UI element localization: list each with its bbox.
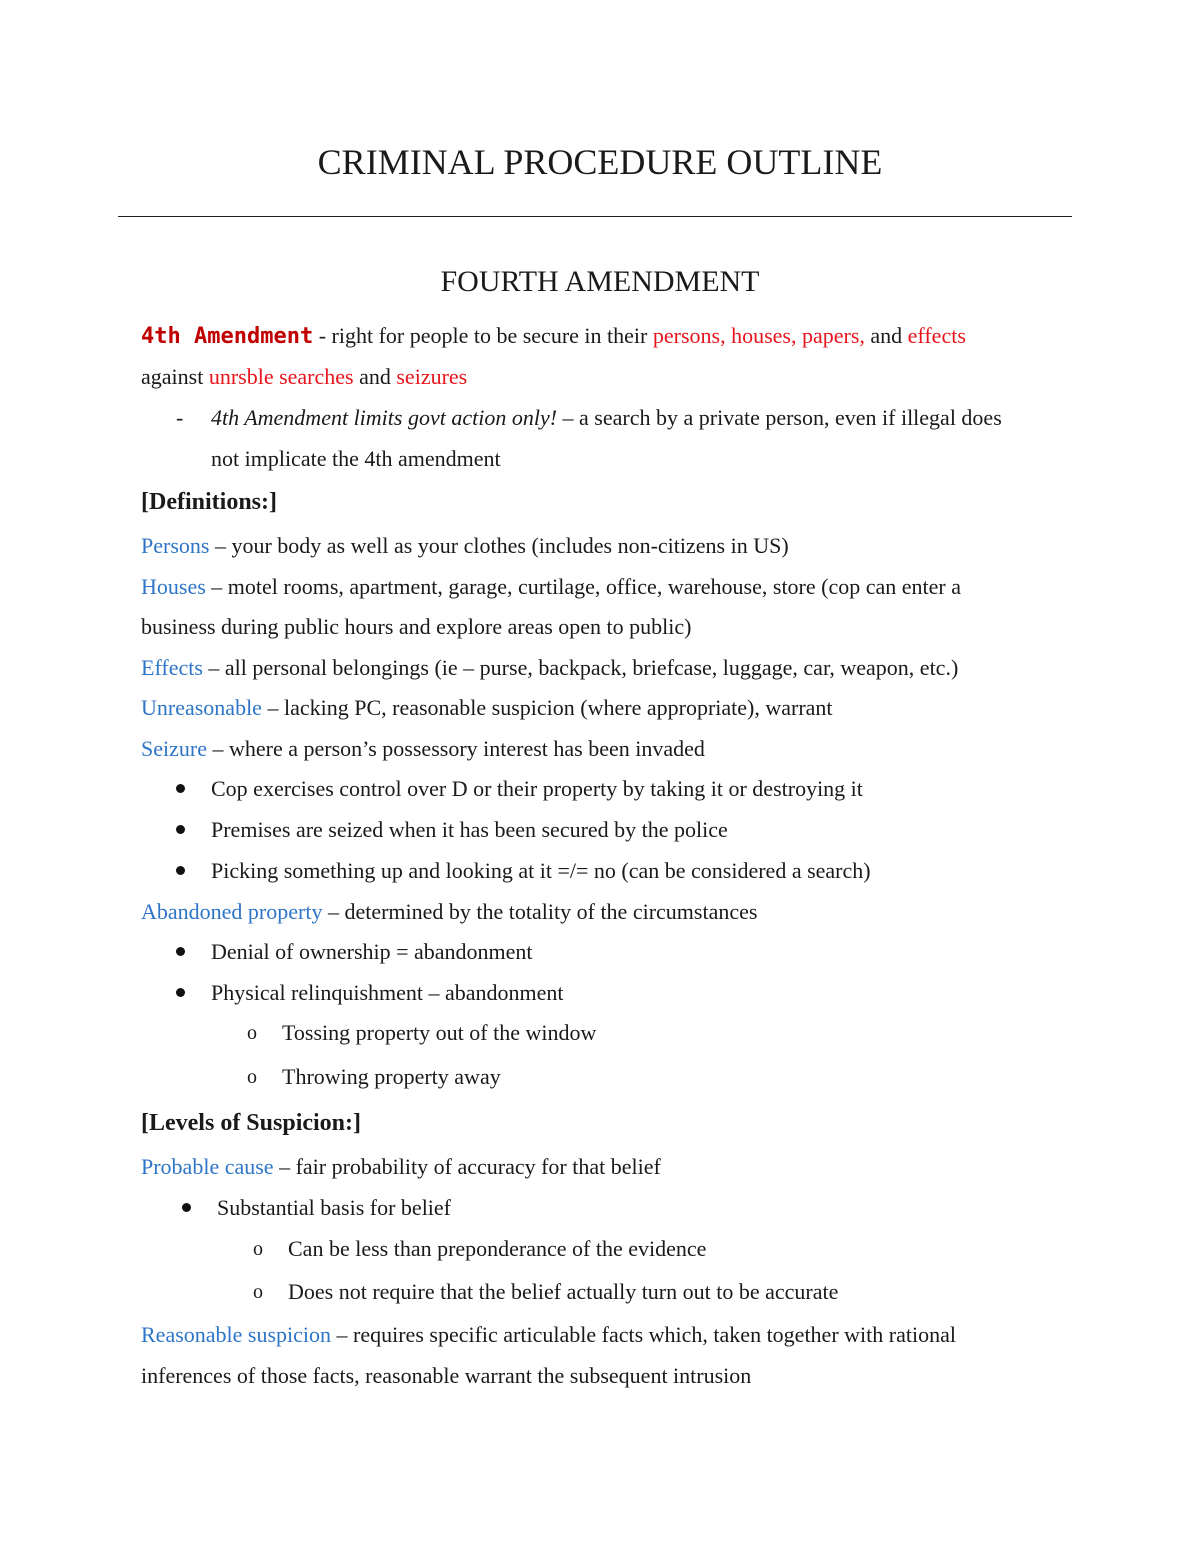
bullet-dot: [182, 1203, 191, 1212]
def-reasonable-suspicion-text: – requires specific articulable facts which, taken together with rational: [331, 1322, 956, 1347]
sub-bullet-marker: o: [247, 1066, 257, 1088]
amendment-label: 4th Amendment: [141, 324, 314, 349]
intro-text-1: - right for people to be secure in their: [313, 323, 653, 348]
intro-note: [211, 403, 1002, 433]
abandoned-sub-bullet: Tossing property out of the window: [282, 1020, 597, 1045]
intro-note-italic: 4th Amendment limits govt action only!: [211, 405, 558, 430]
def-abandoned: [141, 897, 757, 927]
term-reasonable-suspicion: Reasonable suspicion: [141, 1322, 332, 1347]
abandoned-bullet: Physical relinquishment – abandonment: [211, 980, 564, 1005]
term-houses: Houses: [141, 574, 206, 599]
def-persons: [141, 531, 789, 561]
seizure-bullet: Picking something up and looking at it =/= no (can be considered a search): [211, 858, 871, 883]
bullet-dot: [176, 784, 185, 793]
bullet-dot: [176, 988, 185, 997]
bullet-dot: [176, 825, 185, 834]
intro-line-1: [141, 321, 966, 352]
pc-sub-bullet: Can be less than preponderance of the evidence: [288, 1236, 707, 1261]
def-reasonable-suspicion: [141, 1320, 956, 1350]
sub-bullet-marker: o: [253, 1238, 263, 1260]
intro-highlight-1: persons, houses, papers,: [652, 323, 865, 348]
def-seizure-text: – where a person’s possessory interest has been invaded: [206, 736, 705, 761]
def-probable-cause: [141, 1152, 661, 1182]
term-seizure: Seizure: [141, 736, 207, 761]
def-effects-text: – all personal belongings (ie – purse, backpack, briefcase, luggage, car, weapon, etc.): [202, 655, 959, 680]
intro-highlight-4: seizures: [396, 364, 468, 389]
intro-note-line-2: not implicate the 4th amendment: [211, 446, 501, 471]
section-heading: FOURTH AMENDMENT: [440, 265, 760, 298]
title-divider: [118, 216, 1072, 217]
intro-text-4: and: [353, 364, 397, 389]
bullet-dot: [176, 947, 185, 956]
document-title: CRIMINAL PROCEDURE OUTLINE: [317, 142, 883, 182]
def-effects: [141, 653, 958, 683]
intro-highlight-3: unrsble searches: [208, 364, 354, 389]
intro-line-2: [141, 362, 467, 392]
term-probable-cause: Probable cause: [141, 1154, 274, 1179]
abandoned-sub-bullet: Throwing property away: [282, 1064, 501, 1089]
def-houses: [141, 572, 961, 602]
def-persons-text: – your body as well as your clothes (includes non-citizens in US): [209, 533, 789, 558]
pc-bullet: Substantial basis for belief: [217, 1195, 452, 1220]
intro-highlight-2: effects: [907, 323, 966, 348]
suspicion-header: [Levels of Suspicion:]: [141, 1110, 362, 1136]
def-houses-line-2: business during public hours and explore areas open to public): [141, 614, 692, 639]
intro-text-3: against: [141, 364, 209, 389]
term-abandoned-property: Abandoned property: [141, 899, 323, 924]
def-reasonable-suspicion-line-2: inferences of those facts, reasonable warrant the subsequent intrusion: [141, 1363, 752, 1388]
def-seizure: [141, 734, 705, 764]
dash-marker: -: [176, 405, 184, 430]
intro-note-rest: – a search by a private person, even if illegal does: [557, 405, 1002, 430]
def-probable-cause-text: – fair probability of accuracy for that belief: [273, 1154, 661, 1179]
seizure-bullet: Cop exercises control over D or their property by taking it or destroying it: [211, 776, 863, 801]
term-effects: Effects: [141, 655, 203, 680]
definitions-header: [Definitions:]: [141, 489, 277, 515]
def-unreasonable: [141, 693, 833, 723]
intro-text-2: and: [864, 323, 908, 348]
def-houses-text: – motel rooms, apartment, garage, curtilage, office, warehouse, store (cop can enter a: [205, 574, 961, 599]
term-persons: Persons: [141, 533, 210, 558]
seizure-bullet: Premises are seized when it has been secured by the police: [211, 817, 728, 842]
abandoned-bullet: Denial of ownership = abandonment: [211, 939, 533, 964]
sub-bullet-marker: o: [253, 1281, 263, 1303]
sub-bullet-marker: o: [247, 1022, 257, 1044]
pc-sub-bullet: Does not require that the belief actually turn out to be accurate: [288, 1279, 839, 1304]
def-unreasonable-text: – lacking PC, reasonable suspicion (where appropriate), warrant: [261, 695, 833, 720]
def-abandoned-text: – determined by the totality of the circumstances: [322, 899, 758, 924]
term-unreasonable: Unreasonable: [141, 695, 262, 720]
bullet-dot: [176, 866, 185, 875]
